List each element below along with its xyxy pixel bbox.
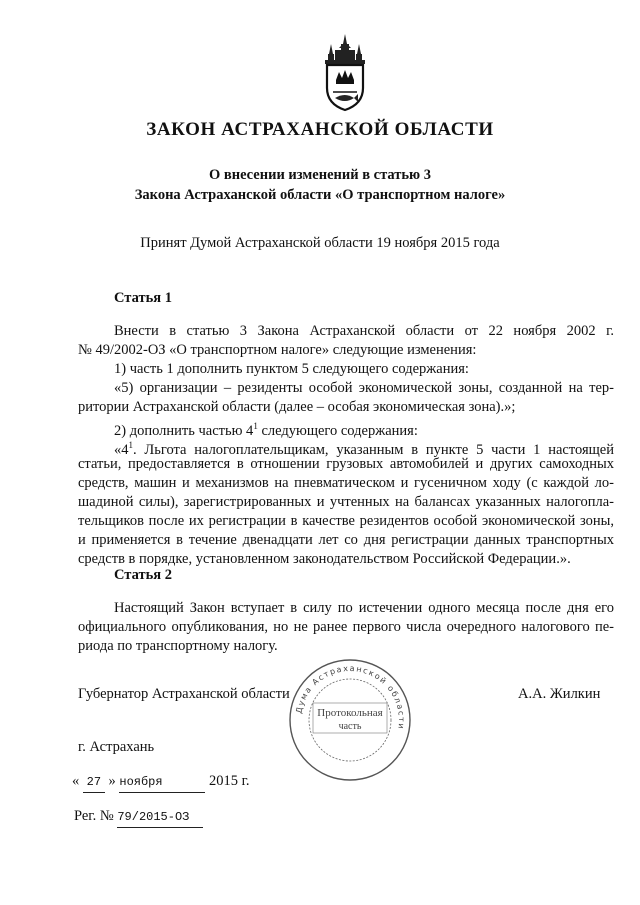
quote-2-line1-rest: . Льгота налогоплательщикам, указанным в пункте 5 части 1 настоящей [133,441,614,458]
stamp-ring-text: Дума Астраханской области [294,663,407,731]
signature-name: А.А. Жилкин [518,686,601,702]
official-stamp [287,657,413,783]
reg-label: Рег. № [74,808,114,824]
law-title: ЗАКОН АСТРАХАНСКОЙ ОБЛАСТИ [146,119,494,140]
article-2-heading: Статья 2 [114,567,172,583]
quote-2-line7: средств в порядке, установленном законодательством Российской Федерации.». [78,551,571,567]
registration-line [74,807,203,828]
quote-2-open: «4 [114,441,129,458]
quote-2-line4: шадиной силы), зарегистрированных и учтенных на балансах указанных налогопла- [78,494,614,510]
coat-of-arms-emblem [321,32,369,112]
article-1-item-1: 1) часть 1 дополнить пунктом 5 следующего содержания: [114,361,469,377]
quote-1-line2: ритории Астраханской области (далее – особая экономическая зона).»; [78,399,516,415]
article-2-line2: официального опубликования, но не ранее первого числа очередного налогового пе- [78,619,614,635]
date-quote-open: « [72,773,80,789]
quote-1-line1: «5) организации – резиденты особой экономической зоны, созданной на тер- [114,380,614,396]
date-quote-close: » [108,773,116,789]
quote-2-line5: тельщиков после их регистрации в качестве резидентов особой экономической зоны, [78,513,614,529]
stamp-center-line2: часть [338,721,362,732]
article-1-heading: Статья 1 [114,290,172,306]
subtitle-line-1: О внесении изменений в статью 3 [208,167,432,183]
stamp-center-line1: Протокольная [317,707,383,719]
quote-2-line6: и применяется в течение двенадцати лет со дня регистрации данных транспортных [78,532,614,548]
article-2-line3: риода по транспортному налогу. [78,638,278,654]
reg-number: 79/2015-ОЗ [117,808,203,828]
quote-2-line3: средств, машин и механизмов на пневматическом и гусеничном ходу (с каждой ло- [78,475,614,491]
article-2-line1: Настоящий Закон вступает в силу по истечении одного месяца после дня его [114,600,614,616]
item-2-text-after: следующего содержания: [257,422,418,439]
quote-2-line2: статьи, предоставляется в отношении грузовых автомобилей и других самоходных [78,456,614,472]
date-day: 27 [83,773,105,793]
subtitle-line-2: Закона Астраханской области «О транспортном налоге» [134,187,506,203]
date-line [72,772,250,793]
date-year: 2015 г. [209,773,250,789]
city: г. Астрахань [78,739,155,755]
date-month: ноября [119,773,205,793]
item-2-text-before: 2) дополнить частью 4 [114,422,254,439]
item-2-superscript: 1 [253,421,258,431]
article-1-p1-line1: Внести в статью 3 Закона Астраханской области от 22 ноября 2002 г. [114,323,614,339]
quote-2-superscript: 1 [128,440,133,450]
adopted-line: Принят Думой Астраханской области 19 ноября 2015 года [140,235,500,251]
signature-position: Губернатор Астраханской области [78,686,290,702]
article-1-p1-line2: № 49/2002-ОЗ «О транспортном налоге» следующие изменения: [78,342,477,358]
